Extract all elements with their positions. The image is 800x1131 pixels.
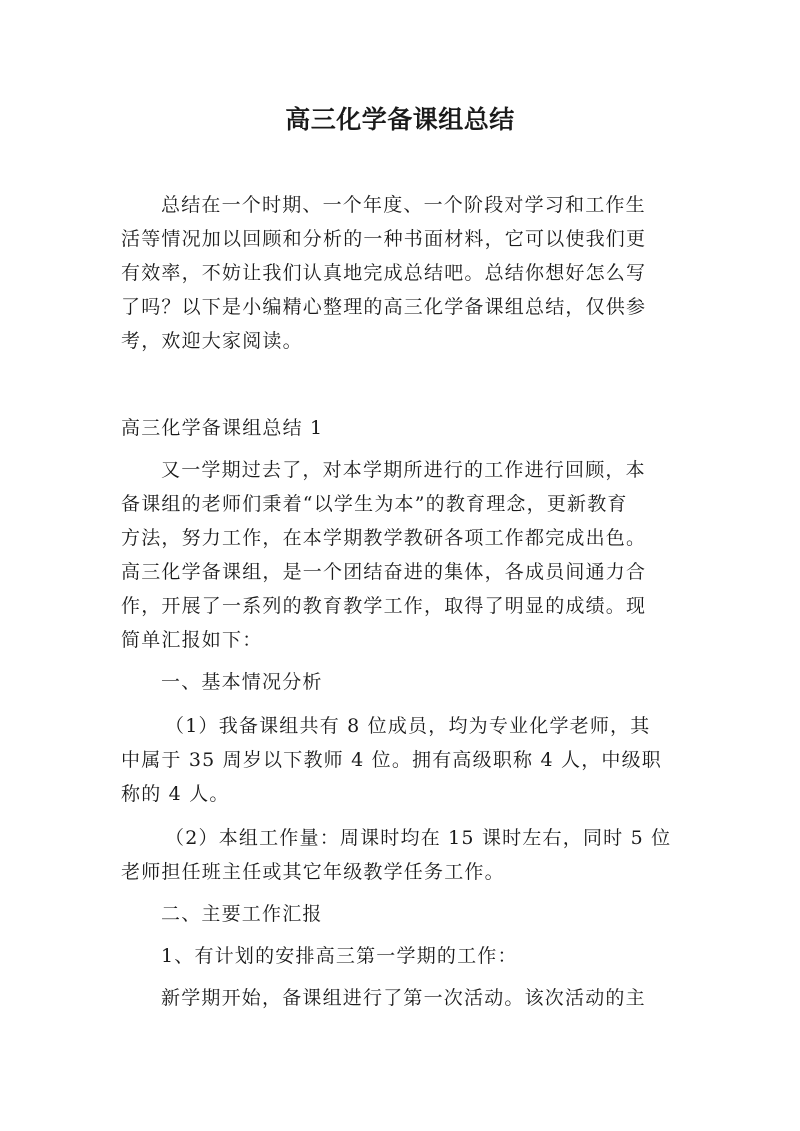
subheading-main-work: 二、主要工作汇报 — [161, 903, 323, 925]
body-paragraph-line: 新学期开始，备课组进行了第一次活动。该次活动的主 — [161, 987, 646, 1009]
subheading-basic-situation: 一、基本情况分析 — [161, 671, 323, 693]
intro-paragraph-line: 了吗？以下是小编精心整理的高三化学备课组总结，仅供参 — [121, 296, 647, 318]
body-paragraph-line: 简单汇报如下： — [121, 629, 263, 651]
body-paragraph-line: 老师担任班主任或其它年级教学任务工作。 — [121, 861, 505, 883]
body-paragraph-line: 又一学期过去了，对本学期所进行的工作进行回顾，本 — [161, 459, 646, 481]
intro-paragraph-line: 有效率，不妨让我们认真地完成总结吧。总结你想好怎么写 — [121, 262, 647, 284]
body-paragraph-line: 称的 4 人。 — [121, 783, 230, 805]
section-heading: 高三化学备课组总结 1 — [121, 417, 324, 439]
body-paragraph-line: 中属于 35 周岁以下教师 4 位。拥有高级职称 4 人，中级职 — [121, 749, 662, 771]
body-paragraph-line: 备课组的老师们秉着“以学生为本”的教育理念，更新教育 — [121, 493, 628, 515]
list-item-heading: 1、有计划的安排高三第一学期的工作： — [161, 945, 518, 967]
intro-paragraph-line: 总结在一个时期、一个年度、一个阶段对学习和工作生 — [161, 194, 646, 216]
body-paragraph-line: 作，开展了一系列的教育教学工作，取得了明显的成绩。现 — [121, 595, 647, 617]
document-title: 高三化学备课组总结 — [285, 105, 515, 134]
body-paragraph-line: （1）我备课组共有 8 位成员，均为专业化学老师，其 — [165, 715, 651, 737]
intro-paragraph-line: 考，欢迎大家阅读。 — [121, 330, 303, 352]
body-paragraph-line: 方法，努力工作，在本学期教学教研各项工作都完成出色。 — [121, 527, 647, 549]
intro-paragraph-line: 活等情况加以回顾和分析的一种书面材料，它可以使我们更 — [121, 228, 647, 250]
body-paragraph-line: 高三化学备课组，是一个团结奋进的集体，各成员间通力合 — [121, 561, 647, 583]
body-paragraph-line: （2）本组工作量：周课时均在 15 课时左右，同时 5 位 — [165, 827, 672, 849]
